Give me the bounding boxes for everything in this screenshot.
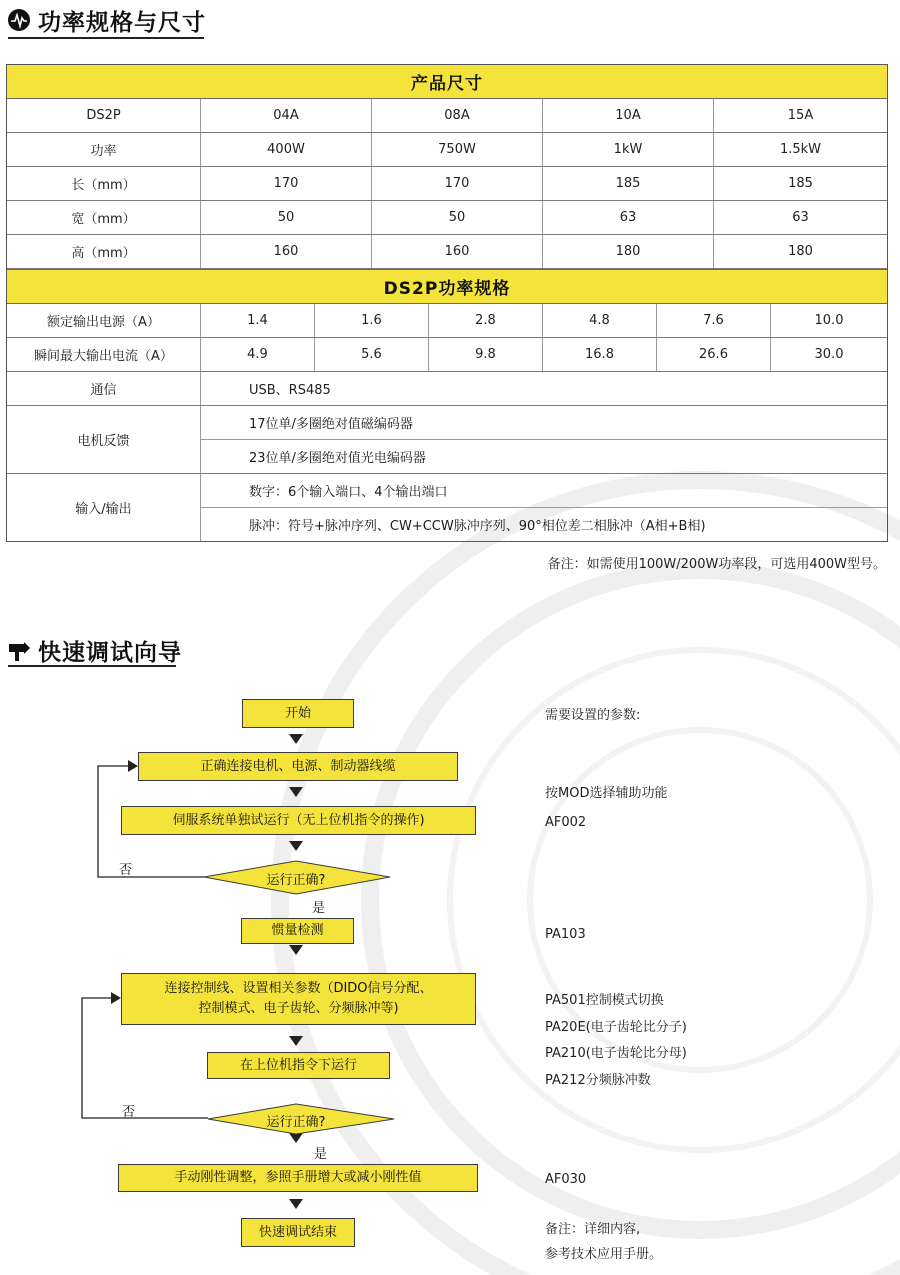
table-cell: 功率 [7, 133, 201, 166]
table-cell: DS2P [7, 99, 201, 132]
table-cell: 180 [788, 244, 813, 259]
table-cell: 170 [372, 167, 543, 200]
table-cell: 50 [201, 201, 372, 234]
param-pa212: PA212分频脉冲数 [545, 1073, 651, 1088]
table-cell: 16.8 [543, 338, 657, 371]
table-cell: 1kW [543, 133, 714, 166]
table-cell: 23位单/多圈绝对值光电编码器 [249, 451, 426, 466]
table-cell: 1.6 [315, 304, 429, 337]
flow-no-label: 否 [119, 863, 133, 878]
table-cell: USB、RS485 [249, 383, 331, 398]
flow-no-label: 否 [122, 1105, 136, 1120]
power-note: 备注：如需使用100W/200W功率段，可选用400W型号。 [547, 557, 886, 572]
table-cell: 脉冲：符号+脉冲序列、CW+CCW脉冲序列、90°相位差二相脉冲（A相+B相) [249, 519, 706, 534]
param-af030: AF030 [545, 1172, 587, 1187]
table-cell: 5.6 [315, 338, 429, 371]
table-cell: 750W [372, 133, 543, 166]
flow-step-inertia: 惯量检测 [241, 918, 354, 944]
table-cell: 170 [201, 167, 372, 200]
flow-step-params-line1: 连接控制线、设置相关参数（DIDO信号分配、 [164, 981, 433, 996]
section-title-power: 功率规格与尺寸 [38, 9, 206, 36]
table-cell: 50 [372, 201, 543, 234]
param-pa103: PA103 [545, 927, 586, 942]
params-note-line2: 参考技术应用手册。 [545, 1247, 663, 1262]
table-cell: 26.6 [657, 338, 771, 371]
dimensions-header: 产品尺寸 [7, 65, 887, 99]
table-cell: 2.8 [429, 304, 543, 337]
table-cell: 通信 [7, 372, 201, 405]
table-cell: 17位单/多圈绝对值磁编码器 [201, 406, 887, 440]
table-cell: 瞬间最大输出电流（A） [7, 338, 201, 371]
flow-check-1: 运行正确? [266, 873, 326, 888]
table-cell: 1.5kW [779, 142, 822, 157]
table-cell: 08A [372, 99, 543, 132]
param-af002: AF002 [545, 815, 587, 830]
flow-step-host-run: 在上位机指令下运行 [207, 1052, 390, 1079]
table-cell: 4.8 [543, 304, 657, 337]
power-spec-header: DS2P功率规格 [7, 269, 887, 304]
table-cell: 30.0 [814, 347, 844, 362]
flow-step-rigidity: 手动刚性调整，参照手册增大或减小刚性值 [118, 1164, 478, 1192]
param-pa20e: PA20E(电子齿轮比分子) [545, 1020, 687, 1035]
flow-end: 快速调试结束 [241, 1218, 355, 1247]
table-cell: 63 [792, 210, 809, 225]
table-cell: 185 [543, 167, 714, 200]
table-cell: 400W [201, 133, 372, 166]
table-cell: 宽（mm） [7, 201, 201, 234]
params-note-line1: 备注：详细内容, [545, 1222, 641, 1237]
table-cell: 185 [788, 176, 813, 191]
table-cell: 电机反馈 [7, 406, 201, 473]
param-mod: 按MOD选择辅助功能 [545, 786, 668, 801]
table-cell: 160 [201, 235, 372, 268]
flow-start: 开始 [242, 699, 354, 728]
table-cell: 长（mm） [7, 167, 201, 200]
flow-step-params-line2: 控制模式、电子齿轮、分频脉冲等) [198, 1001, 399, 1016]
table-cell: 9.8 [429, 338, 543, 371]
table-cell: 高（mm） [7, 235, 201, 268]
flow-step-params [121, 973, 476, 1025]
table-cell: 输入/输出 [7, 474, 201, 541]
section-title-wizard: 快速调试向导 [38, 639, 182, 666]
table-cell: 额定输出电源（A） [7, 304, 201, 337]
table-cell: 4.9 [201, 338, 315, 371]
table-cell: 63 [543, 201, 714, 234]
flow-step-connect: 正确连接电机、电源、制动器线缆 [138, 752, 458, 781]
table-cell: 180 [543, 235, 714, 268]
flow-step-trial-run: 伺服系统单独试运行（无上位机指令的操作) [121, 806, 476, 835]
flow-yes-label: 是 [312, 901, 326, 916]
table-cell: 04A [201, 99, 372, 132]
table-cell: 数字：6个输入端口、4个输出端口 [201, 474, 887, 508]
param-pa501: PA501控制模式切换 [545, 993, 664, 1008]
params-title: 需要设置的参数: [545, 708, 641, 723]
param-pa210: PA210(电子齿轮比分母) [545, 1046, 687, 1061]
flow-check-2: 运行正确? [266, 1115, 326, 1130]
table-cell: 160 [372, 235, 543, 268]
table-cell: 1.4 [201, 304, 315, 337]
table-cell: 10A [543, 99, 714, 132]
table-cell: 10.0 [814, 313, 844, 328]
flow-yes-label: 是 [314, 1147, 328, 1162]
table-cell: 15A [787, 108, 814, 123]
table-cell: 7.6 [657, 304, 771, 337]
